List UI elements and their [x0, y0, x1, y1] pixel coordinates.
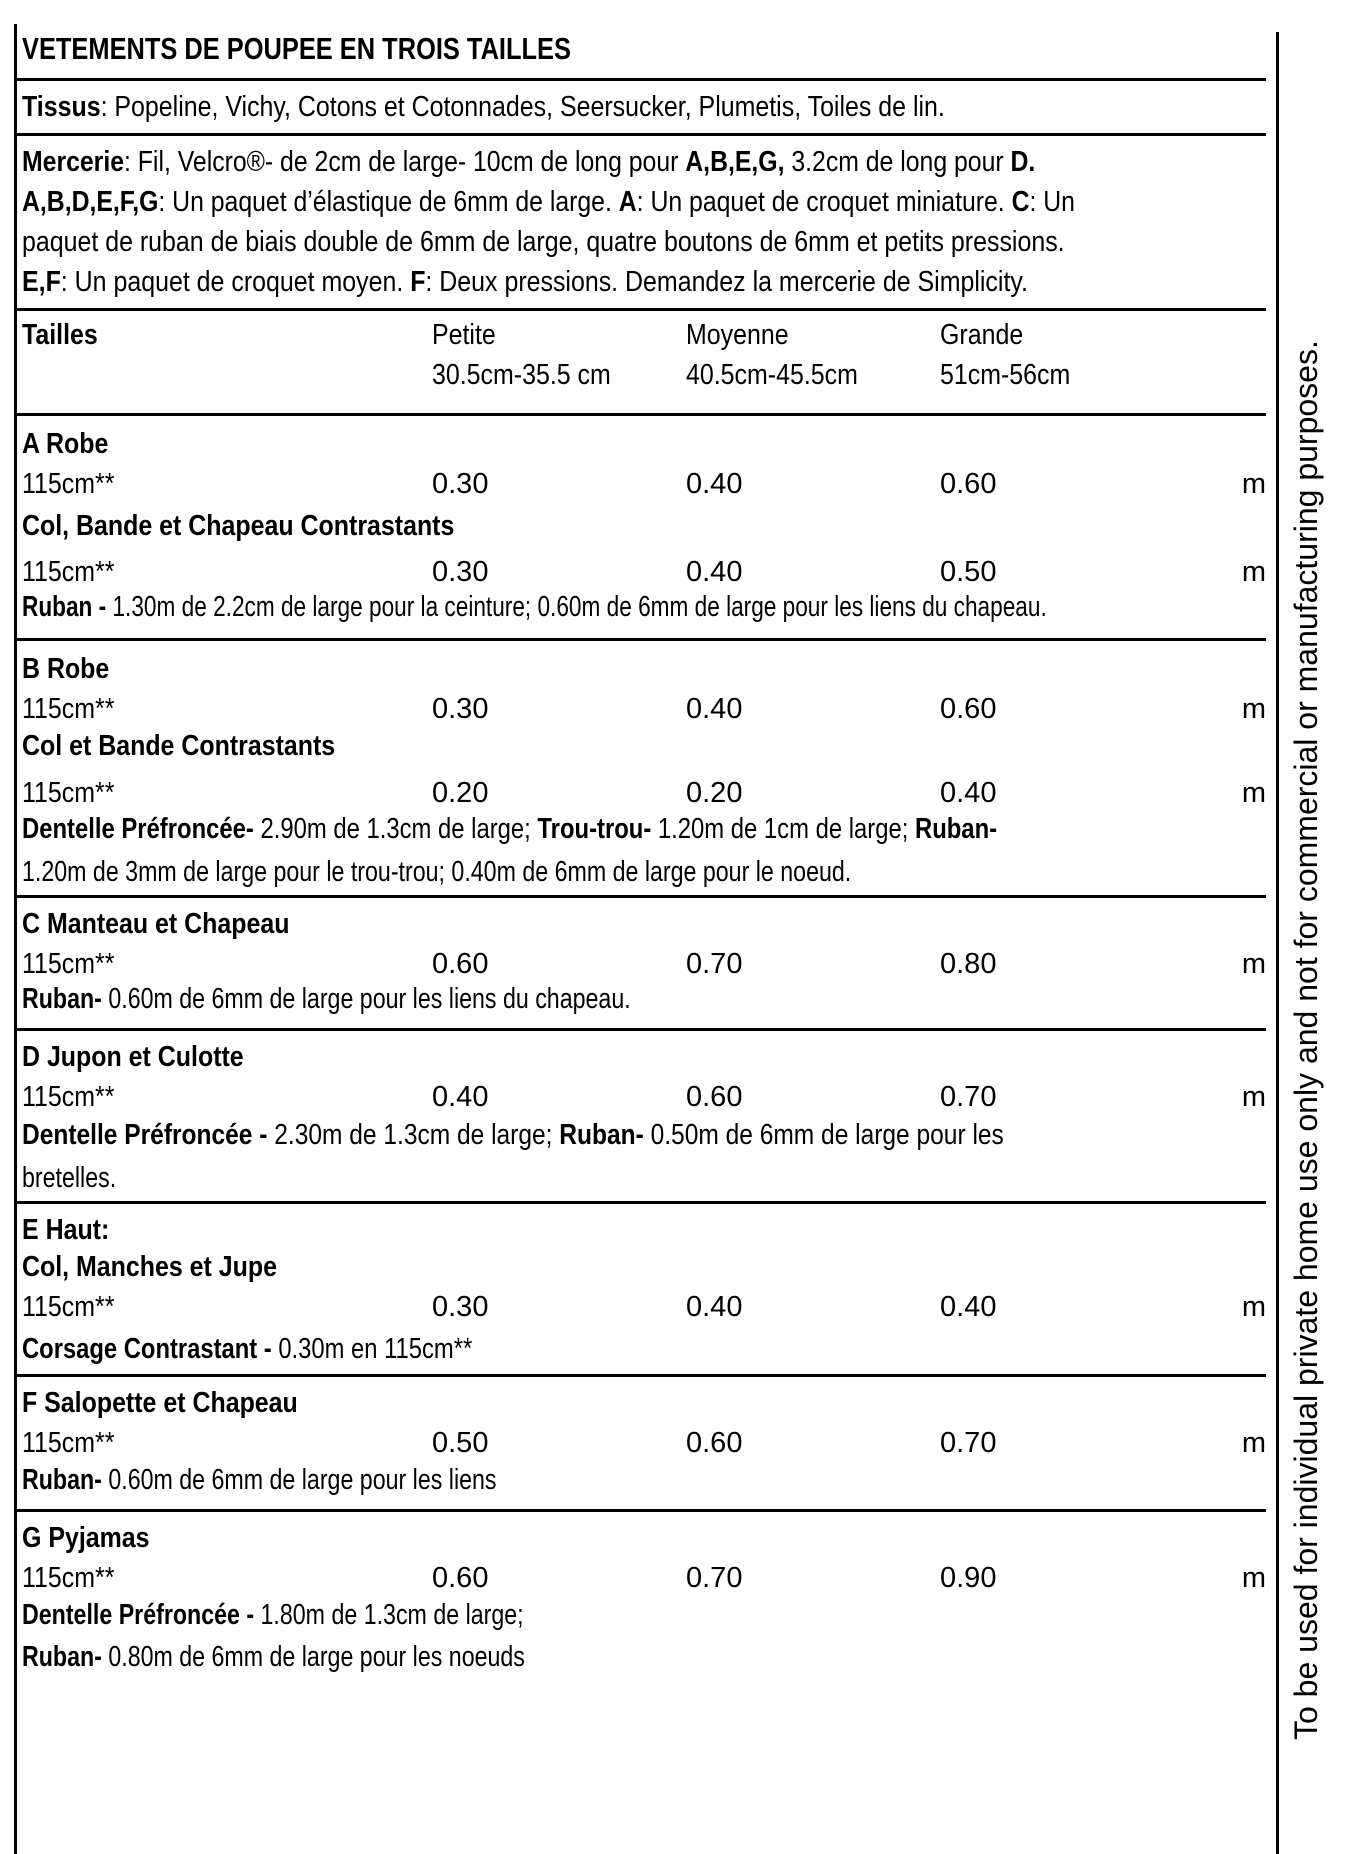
table-row: 115cm** 0.50 0.60 0.70 m	[22, 1427, 1266, 1459]
section-g	[22, 1512, 1266, 1682]
section-b	[22, 641, 1266, 895]
table-row: 115cm** 0.60 0.70 0.80 m	[22, 948, 1266, 980]
table-row: 115cm** 0.30 0.40 0.60 m	[22, 693, 1266, 725]
left-rule	[14, 24, 17, 1854]
table-row: 115cm** 0.30 0.40 0.50 m	[22, 556, 1266, 588]
section-note: 1.20m de 3mm de large pour le trou-trou; 0.40m de 6mm de large pour le noeud.	[22, 856, 852, 888]
table-row: 115cm** 0.40 0.60 0.70 m	[22, 1081, 1266, 1113]
section-c	[22, 898, 1266, 1028]
section-title: E Haut:	[22, 1214, 110, 1246]
notions-block	[22, 136, 1266, 308]
notions-line-1: Mercerie: Fil, Velcro®- de 2cm de large- 10cm de long pour A,B,E,G, 3.2cm de long pour D.	[22, 146, 1036, 178]
size-medium: Moyenne 40.5cm-45.5cm	[686, 319, 858, 391]
table-row: 115cm** 0.60 0.70 0.90 m	[22, 1562, 1266, 1594]
table-row: 115cm** 0.20 0.20 0.40 m	[22, 777, 1266, 809]
notions-line-2: A,B,D,E,F,G: Un paquet d’élastique de 6mm de large. A: Un paquet de croquet miniature. C: Un	[22, 186, 1075, 218]
section-d	[22, 1031, 1266, 1201]
section-note: Dentelle Préfroncée - 1.80m de 1.3cm de large;	[22, 1599, 524, 1631]
fabrics-label: Tissus	[22, 91, 101, 123]
section-note: Ruban- 0.60m de 6mm de large pour les liens	[22, 1464, 497, 1496]
page-title: VETEMENTS DE POUPEE EN TROIS TAILLES	[22, 31, 571, 66]
section-note: Ruban - 1.30m de 2.2cm de large pour la ceinture; 0.60m de 6mm de large pour les liens du chapeau.	[22, 591, 1047, 623]
section-title: B Robe	[22, 653, 110, 685]
fabrics-text: : Popeline, Vichy, Cotons et Cotonnades, Seersucker, Plumetis, Toiles de lin.	[100, 91, 945, 123]
notions-line-3: paquet de ruban de biais double de 6mm de large, quatre boutons de 6mm et petits pressions.	[22, 226, 1065, 258]
section-note: Dentelle Préfroncée- 2.90m de 1.3cm de large; Trou-trou- 1.20m de 1cm de large; Ruban-	[22, 813, 998, 845]
fabrics-line	[22, 81, 1266, 133]
sizes-header	[22, 311, 1266, 413]
section-title: C Manteau et Chapeau	[22, 908, 290, 940]
right-rule	[1276, 32, 1279, 1854]
pattern-sheet	[14, 20, 1278, 1854]
table-row: 115cm** 0.30 0.40 0.40 m	[22, 1291, 1266, 1323]
section-a	[22, 416, 1266, 638]
size-large: Grande 51cm-56cm	[940, 319, 1071, 391]
section-title: D Jupon et Culotte	[22, 1041, 244, 1073]
sizes-label: Tailles	[22, 319, 98, 351]
section-e	[22, 1204, 1266, 1374]
section-subtitle: Col, Bande et Chapeau Contrastants	[22, 510, 455, 542]
section-title: A Robe	[22, 428, 109, 460]
notions-line-4: E,F: Un paquet de croquet moyen. F: Deux pressions. Demandez la mercerie de Simplicity.	[22, 266, 1028, 298]
section-subtitle: Col et Bande Contrastants	[22, 730, 336, 762]
section-note: Ruban- 0.80m de 6mm de large pour les noeuds	[22, 1641, 525, 1673]
usage-disclaimer: To be used for individual private home use only and not for commercial or manufacturing purposes.	[1288, 340, 1324, 1740]
section-note: Ruban- 0.60m de 6mm de large pour les liens du chapeau.	[22, 983, 631, 1015]
section-note: Dentelle Préfroncée - 2.30m de 1.3cm de large; Ruban- 0.50m de 6mm de large pour les	[22, 1119, 1004, 1151]
size-small: Petite 30.5cm-35.5 cm	[432, 319, 611, 391]
table-row: 115cm** 0.30 0.40 0.60 m	[22, 468, 1266, 500]
section-f	[22, 1377, 1266, 1509]
yardage-chart	[22, 20, 1266, 1682]
section-title: G Pyjamas	[22, 1522, 150, 1554]
section-note: Corsage Contrastant - 0.30m en 115cm**	[22, 1333, 473, 1365]
section-title: F Salopette et Chapeau	[22, 1387, 298, 1419]
section-note: bretelles.	[22, 1162, 117, 1194]
section-subtitle: Col, Manches et Jupe	[22, 1251, 278, 1283]
